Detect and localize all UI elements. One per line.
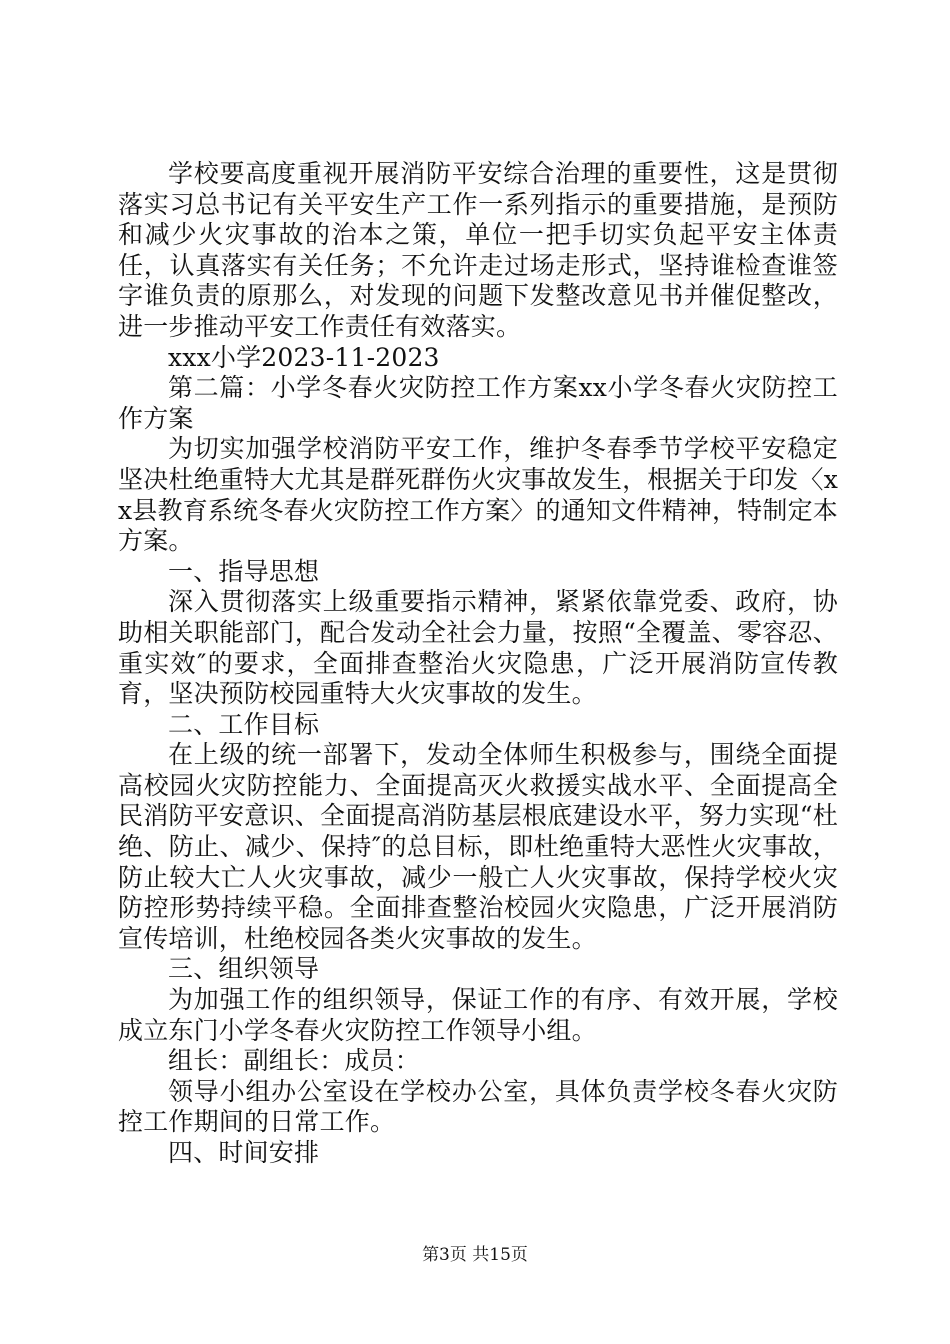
paragraph-responsibility: 学校要高度重视开展消防平安综合治理的重要性，这是贯彻落实习总书记有关平安生产工作一系列指示的重要措施，是预防和减少火灾事故的治本之策，单位一把手切实负起平安主体责任，认真落实有关任务；不允许走过场走形式，坚持谁检查谁签字谁负责的原那么，对发现的问题下发整改意见书并催促整改，进一步推动平安工作责任有效落实。 — [118, 159, 838, 341]
heading-organization: 三、组织领导 — [168, 954, 320, 984]
document-body — [118, 159, 838, 1169]
paragraph-work-goals: 在上级的统一部署下，发动全体师生积极参与，围绕全面提高校园火灾防控能力、全面提高灭火救援实战水平、全面提高全民消防平安意识、全面提高消防基层根底建设水平，努力实现“杜绝、防止、减少、保持″的总目标，即杜绝重特大恶性火灾事故，防止较大亡人火灾事故，减少一般亡人火灾事故，保持学校火灾防控形势持续平稳。全面排查整治校园火灾隐患，广泛开展消防宣传培训，杜绝校园各类火灾事故的发生。 — [118, 740, 838, 953]
paragraph-team-members: 组长：副组长：成员： — [168, 1046, 421, 1076]
paragraph-chapter-title: 第二篇：小学冬春火灾防控工作方案xx小学冬春火灾防控工作方案 — [118, 373, 838, 433]
heading-guiding-thought: 一、指导思想 — [168, 556, 320, 586]
paragraph-guiding-thought: 深入贯彻落实上级重要指示精神，紧紧依靠党委、政府，协助相关职能部门，配合发动全社会力量，按照“全覆盖、零容忍、重实效″的要求，全面排查整治火灾隐患，广泛开展消防宣传教育，坚决预防校园重特大火灾事故的发生。 — [118, 587, 838, 709]
heading-schedule: 四、时间安排 — [168, 1138, 320, 1167]
paragraph-organization: 为加强工作的组织领导，保证工作的有序、有效开展，学校成立东门小学冬春火灾防控工作领导小组。 — [118, 985, 838, 1045]
page-number-footer: 第3页 共15页 — [422, 1245, 528, 1265]
paragraph-school-date: xxx小学2023-11-2023 — [168, 342, 440, 372]
paragraph-purpose: 为切实加强学校消防平安工作，维护冬春季节学校平安稳定坚决杜绝重特大尤其是群死群伤火灾事故发生，根据关于印发〈xx县教育系统冬春火灾防控工作方案〉的通知文件精神，特制定本方案。 — [118, 434, 838, 556]
heading-work-goals: 二、工作目标 — [168, 709, 320, 739]
paragraph-office: 领导小组办公室设在学校办公室，具体负责学校冬春火灾防控工作期间的日常工作。 — [118, 1076, 838, 1137]
